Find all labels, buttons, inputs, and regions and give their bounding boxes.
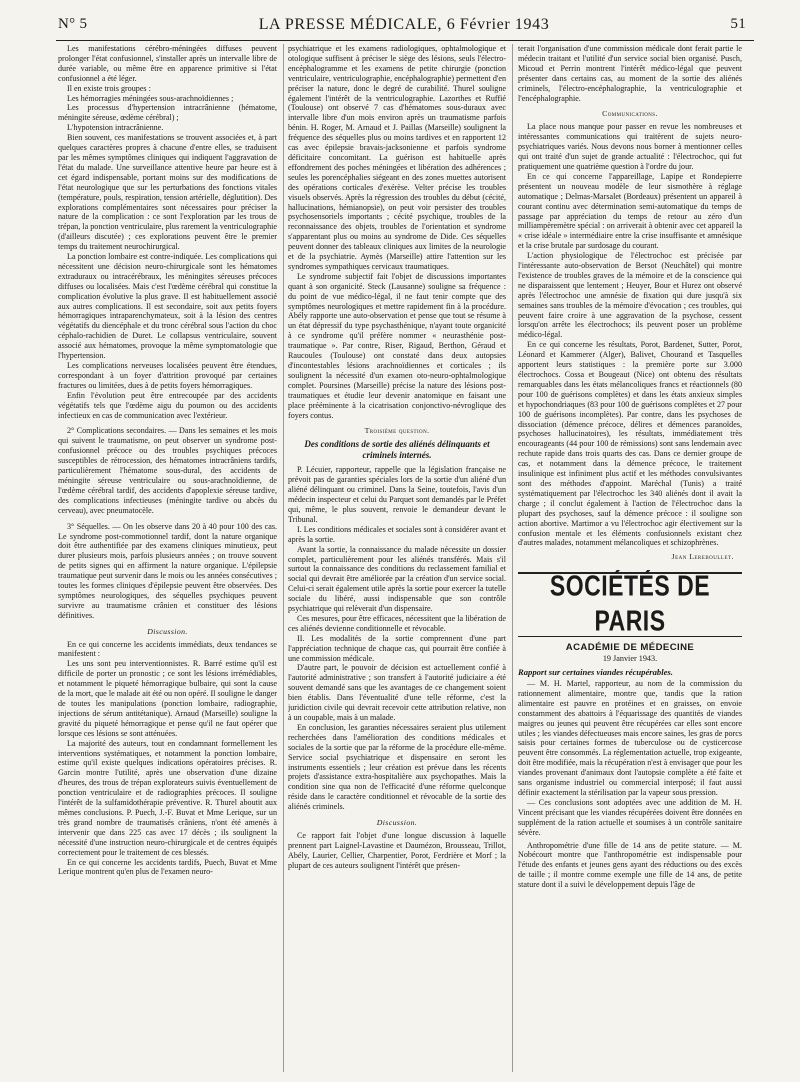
paragraph: — M. H. Martel, rapporteur, au nom de la commission du rationnement alimentaire, montre que, tandis que la ration alimentaire est pauvre en protéines et en graisses, on envoie constamment des abattoirs à l'équarissage des quantités de viandes maigres ou jeunes qui peuvent être récupérées car elles sont encore utiles ; les viandes défectueuses mais encore saines, les gras de porcs saisis pour certaines formes de tuberculose ou de cysticercose peuvent être consommés. La réglementation actuelle, trop exigeante, doit être modifiée, mais la récupération n'est à envisager que pour les viandes provenant d'animaux dont l'autopsie complète a été faite et sans organisme industriel ou commercial interposé; il faut aussi définir exactement la stérilisation par la vapeur sous pression. [518, 679, 742, 797]
paragraph: Enfin l'évolution peut être entrecoupée par des accidents végétatifs tels que l'œdème aigu du poumon ou des accidents infectieux en cas de communication avec l'extérieur. [58, 390, 277, 420]
issue-number: N° 5 [58, 16, 88, 32]
paragraph: Ces mesures, pour être efficaces, nécessitent que la libération de ces aliénés devienne conditionnelle et révocable. [288, 613, 506, 633]
paragraph: L'action physiologique de l'électrochoc est précisée par l'intéressante auto-observation de Bersot (Neuchâtel) qui montre l'existence de troubles graves de la mémoire et de la conscience qui ne disparaissent que lentement ; Heuyer, Bour et Hurez ont observé après l'électrochoc une amnésie de fixation qui dure jusqu'à six semaines sans troubles de la mémoire d'évocation ; ces troubles, qui peuvent faire croire à une aggravation de la psychose, cessent lorsqu'on arrête les électrochocs; ils peuvent poser un problème médico-légal. [518, 251, 742, 340]
column-middle [288, 44, 506, 1072]
paragraph: I. Les conditions médicales et sociales sont à considérer avant et après la sortie. [288, 524, 506, 544]
paragraph: 3° Séquelles. — On les observe dans 20 à 40 pour 100 des cas. Le syndrome post-commotionnel tardif, dont la nature organique doit être authentifiée par des examens cliniques minutieux, peut durer plusieurs mois, parfois plusieurs années ; on trouve souvent de petits signes qui en affirment la nature organique. L'épilepsie traumatique peut survenir dans le mois ou les années consécutives ; toutes les formes cliniques d'épilepsie peuvent être observées. Des symptômes neurologiques, des séquelles psychiques peuvent survivre au traumatisme crânien et constituer des lésions définitives. [58, 521, 277, 620]
paragraph: Les manifestations cérébro-méningées diffuses peuvent prolonger l'état confusionnel, s'installer après un intervalle libre de durée variable, ou même être en apparence primitive si l'état confusionnel a été léger. [58, 44, 277, 83]
academie-heading: ACADÉMIE DE MÉDECINE [565, 642, 695, 654]
paragraph: En ce qui concerne les accidents immédiats, deux tendances se manifestent : [58, 639, 277, 659]
paragraph: D'autre part, le pouvoir de décision est actuellement confié à l'autorité administrative ; son transfert à l'autorité judiciaire a été souvent demandé sans que les avantages de ce changement soient bien établis. Dans l'éventualité d'une telle réforme, c'est la juridiction civile qui devrait recevoir cette attribution relative, non à un coupable, mais à un malade. [288, 663, 506, 722]
paragraph: terait l'organisation d'une commission médicale dont ferait partie le médecin traitant et l'utilité d'un service social bien organisé. Pusch, Micoud et Perrin montrent l'intérêt médico-légal que peuvent présenter dans certains cas, au moment de la sortie des aliénés criminels, l'électro-encéphalographie, la ventriculographie et l'encéphalographie. [518, 44, 742, 103]
masthead-rule [56, 40, 754, 41]
paragraph: — Ces conclusions sont adoptées avec une addition de M. H. Vincent précisant que les viandes récupérées doivent être données en supplément de la ration actuelle et soumises à un contrôle sanitaire sévère. [518, 797, 742, 837]
paragraph: II. Les modalités de la sortie comprennent d'une part l'appréciation technique de chaque cas, qui pourrait être confiée à une commission médicale. [288, 633, 506, 663]
paragraph: L'hypotension intracrânienne. [67, 123, 164, 133]
column-right [518, 44, 742, 1072]
paragraph: La ponction lombaire est contre-indiquée. Les complications qui nécessitent une décision neuro-chirurgicale sont les hématomes extraduraux ou intracérébraux, les méningites séreuses précoces diffuses ou localisées. Mais c'est l'œdème cérébral qui constitue la complication évolutive la plus grave. Il est habituellement associé aux autres complications. Il est secondaire, soit aux petits foyers hémorragiques intraparenchymateux, soit à la lésion des centres végétatifs du diencéphale et du tronc cérébral sous l'action du choc céphalo-rachidien de Duret. Le collapsus ventriculaire, souvent associé aux hématomes, provoque la même symptomatologie que l'hypertension. [58, 252, 277, 361]
journal-title: LA PRESSE MÉDICALE, 6 Février 1943 [258, 16, 550, 33]
paragraph: psychiatrique et les examens radiologiques, ophtalmologique et otologique suffisent à préciser le siège des lésions, seuls l'électro-encéphalogramme et les examens de petite chirurgie (ponction ventriculaire, ventriculographie, encéphalographie) permettent d'en préciser la nature, donc le degré de curabilité. Thurel souligne également l'intérêt de la ventriculographie. Lazorthes et Ruffié (Toulouse) ont observé 7 cas d'hématomes sous-duraux avec intervalle libre d'un mois environ après un traumatisme parfois bénin. H. Roger, M. Arnaud et J. Paillas (Marseille) soulignent la fréquence des séquelles plus ou moins tardives et en rapportent 12 cas avec épilepsie bravais-jacksonienne et parfois syndrome déficitaire concomitant. La guérison est habituelle après effondrement des poches méningées et libération des adhérences ; seules les porencéphalies siégeant en des zones muettes autorisent des opérations corticales d'exérèse. Velter précise les troubles visuels observés. Après la régression des troubles du début (cécité, hallucinations, hémianopsie), on peut voir persister des troubles psychosensoriels importants ; cécité psychique, troubles de la reconnaissance des objets, troubles de l'orientation et syndrome s'apparentant plus ou moins au syndrome de Dide. Ces séquelles peuvent donner des tableaux cliniques aux limites de la neurologie et de la psychiatrie. Aymès (Marseille) attire l'attention sur les syndromes sympathiques cervicaux traumatiques. [288, 44, 506, 271]
section-heading: Troisième question. [364, 426, 430, 436]
paragraph: En ce qui concerne les accidents tardifs, Puech, Buvat et Mme Lerique montrent qu'en plus de l'examen neuro- [58, 857, 277, 877]
section-heading: Communications. [602, 109, 658, 119]
column-divider [512, 44, 513, 1072]
paragraph: Les complications nerveuses localisées peuvent être étendues, correspondant à un foyer d'attrition provoqué par certaines fractures ou limitées, dues à de petits foyers hémorragiques. [58, 361, 277, 390]
paragraph: La majorité des auteurs, tout en condamnant formellement les interventions systématiques, et notamment la ponction lombaire, estime qu'il existe quelques indications opératoires précises. R. Garcin montre l'utilité, après une observation d'une dizaine d'heures, des trous de trépan explorateurs suivis éventuellement de ponction ventriculaire et de radiographies précoces. Il souligne l'intérêt de la sulfamidothérapie préventive. R. Thurel aboutit aux mêmes conclusions. P. Puech, J.-F. Buvat et Mme Lerique, sur un très grand nombre de traumatisés crâniens, n'ont été amenés à intervenir que dans 225 cas avec 17 décès ; ils soulignent la nécessité d'une instruction neuro-chirurgicale et de centres équipés correctement pour le traitement de ces blessés. [58, 738, 277, 857]
paragraph: Le syndrome subjectif fait l'objet de discussions importantes quant à son organicité. Steck (Lausanne) souligne sa fréquence : du point de vue médico-légal, il ne faut tenir compte que des symptômes neurologiques et mettre rapidement fin à la procédure. Abély rapporte une auto-observation et pense que tout se résume à un état dépressif du type psychasthénique, n'ayant toute organicité à ce syndrome qu'il préfère nommer « neurasthénie post-traumatique ». Par contre, Riser, Rigaud, Berthon, Géraud et Raucoules (Toulouse) ont constaté dans deux autopsies d'incontestables lésions arachnoïdiennes et corticales ; ils soulignent la nécessité d'un examen oto-neuro-ophtalmologique complet. Poursines (Marseille) précise la nature des lésions post-traumatiques et étudie leur devenir anatomique en faisant une place prééminente à la cicatrisation conjonctivo-névroglique des foyers contus. [288, 271, 506, 420]
author-signature: Jean Lereboullet. [671, 552, 734, 562]
paragraph: Ce rapport fait l'objet d'une longue discussion à laquelle prennent part Laignel-Lavastine et Daumézon, Brousseau, Trillot, Abély, Laurier, Cellier, Charpentier, Porot, Ferdrière et Morf ; la plupart de ces auteurs soulignent l'intérêt que présen- [288, 830, 506, 870]
paragraph: Les uns sont peu interventionnistes. R. Barré estime qu'il est difficile de porter un pronostic ; ce sont les lésions irrémédiables, et notamment le piqueté hémorragique bulbaire, qui sont la cause de la mort, que le malade ait été ou non opéré. Il souligne le danger de toutes les manipulations (ponction lombaire, radiographie, injections de sérum antitétanique). Arnaud (Marseille) souligne la gravité du piqueté hémorragique et pense qu'il ne faut opérer que lorsque ces lésions se sont atténuées. [58, 659, 277, 738]
session-date: 19 Janvier 1943. [602, 654, 658, 664]
paragraph: P. Lécuier, rapporteur, rappelle que la législation française ne prévoit pas de garanties spéciales lors de la sortie d'un aliéné d'un aliéné délinquant ou criminel. Dans la Seine, toutefois, l'avis d'un médecin inspecteur et celui du Parquet sont demandés par le Préfet qui, même, le plus souvent, renvoie le demandeur devant le Tribunal. [288, 465, 506, 524]
column-left [58, 44, 277, 1072]
paragraph: 2° Complications secondaires. — Dans les semaines et les mois qui suivent le traumatisme, on peut observer un syndrome post-confusionnel précoce ou des troubles psychiques précoces susceptibles de rétrocession, des hématomes intracrâniens tardifs, particulièrement l'hématome sous-dural, des accidents de méningite séreuse ventriculaire ou sous-arachnoïdienne, de l'œdème cérébral tardif, des accidents d'apoplexie séreuse tardive, des complications infectieuses (méningite tardive ou abcès du cerveau), avec pneumatocèle. [58, 426, 277, 515]
masthead [54, 10, 754, 40]
section-heading: Discussion. [376, 818, 418, 828]
article-heading: Des conditions de sortie des aliénés délinquants et criminels internés. [304, 439, 490, 461]
article-heading: Rapport sur certaines viandes récupérables. [518, 667, 673, 678]
paragraph: Anthropométrie d'une fille de 14 ans de petite stature. — M. Nobécourt montre que l'anthropométrie est indispensable pour l'étude des enfants et jeunes gens ayant des réductions ou des excès de taille ; il montre comme exemple une fille de 14 ans, de petite stature dont il a suivi le développement depuis l'âge de [518, 840, 742, 890]
page-number: 51 [730, 16, 746, 32]
paragraph: La place nous manque pour passer en revue les nombreuses et intéressantes communications qui traitèrent de sujets neuro-psychiatriques variés. Nous devons nous borner à mentionner celles qui ont traité d'un sujet de grande actualité : l'électrochoc, qui fut pratiquement une quatrième question à l'ordre du jour. [518, 122, 742, 171]
societes-heading: SOCIÉTÉS DE PARIS [549, 569, 711, 637]
paragraph: Bien souvent, ces manifestations se trouvent associées et, à part quelques caractères propres à chacune d'entre elles, se traduisent par les mêmes symptômes cliniques qui indiquent l'aggravation de l'état du malade. Une surveillance attentive heure par heure est à cet égard indispensable, portant moins sur des modifications de l'état neurologique que sur les perturbations des fonctions vitales (température, pouls, respiration, tension artérielle, déglutition). Des explorations complémentaires sont nécessaires pour préciser la nature de la complication : ce sont l'exploration par les trous de trépan, la ponction ventriculaire, plus rarement la ventriculographie (d'ailleurs discutée) ; ces explorations peuvent être le premier temps du traitement neurochirurgical. [58, 133, 277, 252]
column-divider [283, 44, 284, 1072]
paragraph: Avant la sortie, la connaissance du malade nécessite un dossier complet, particulièrement pour les aliénés transférés. Mais s'il surtout la connaissance des conditions du reclassement familial et social qui devrait être améliorée par la création d'un service social. Celui-ci serait également utile après la sortie pour exercer la tutelle sociale du libéré, aussi indispensable que son contrôle psychiatrique qui relèverait d'un dispensaire. [288, 544, 506, 614]
paragraph: Les hémorragies méningées sous-arachnoïdiennes ; [67, 93, 234, 103]
paragraph: Les processus d'hypertension intracrânienne (hématome, méningite séreuse, œdème cérébral) ; [58, 103, 277, 123]
paragraph: En ce qui concerne l'appareillage, Lapipe et Rondepierre présentent un nouveau modèle de leur sismothère à réglage automatique ; Delmas-Marsalet (Bordeaux) présentent un appareil à courant continu avec détermination semi-automatique du temps de passage par appréciation du temps de retour au zéro d'un milliampèremètre spécial : on arriverait à obtenir avec cet appareil la « crise idéale » intermédiaire entre la crise insuffisante et amnésique et la crise brutale par surdosage du courant. [518, 171, 742, 251]
paragraph: Il en existe trois groupes : [67, 83, 151, 93]
paragraph: En ce qui concerne les résultats, Porot, Bardenet, Sutter, Porot, Léonard et Kammerer (Alger), Balivet, Chourand et Tasquelles apportent leurs statistiques : la première porte sur 3.000 électrochocs. Cossa et Bougeaut (Nice) ont obtenu des résultats remarquables dans les états mélancoliques francs et réactionnels (80 pour 100 de guérisons complètes) et dans les états anxieux simples et hypochondriaques (83 pour 100 de guérisons complètes et 27 pour 100 de guérisons incomplètes). Par contre, dans les psychoses de dissociation (démence précoce, délires et démences paranoïdes, psychoses hallucinatoires), les résultats, immédiatement très encourageants (44 pour 100 de rémissions) sont sans lendemain avec rechute rapide dans trois quarts des cas. Dans ce dernier groupe de cas, et notamment dans la démence précoce, le traitement insulinique est infiniment plus actif et les méthodes convulsivantes sont des méthodes d'appoint. Maréchal (Tunis) a traité systématiquement par l'électrochoc les 340 aliénés dont il avait la charge ; il conclut également à l'action de l'électrochoc dans la plupart des psychoses, sauf la démence précoce : il souligne son action abortive. Martimor a vu l'électrochoc agir électivement sur la confusion mentale et les éléments confusionnels existant chez d'autres malades, notamment mélancoliques et schizophrènes. [518, 340, 742, 548]
paragraph: En conclusion, les garanties nécessaires seraient plus utilement recherchées dans l'amélioration des conditions médicales et sociales de la sortie que par la réforme de la procédure elle-même. Service social psychiatrique et dispensaire en seront les instruments essentiels ; leur création est prévue dans les récents projets d'assistance extra-hospitalière aux psychopathes. Mais la condition sine qua non de l'efficacité d'une réforme quelconque réside dans le caractère conditionnel et révocable de la sortie des aliénés criminels. [288, 722, 506, 812]
section-heading: Discussion. [147, 626, 188, 636]
